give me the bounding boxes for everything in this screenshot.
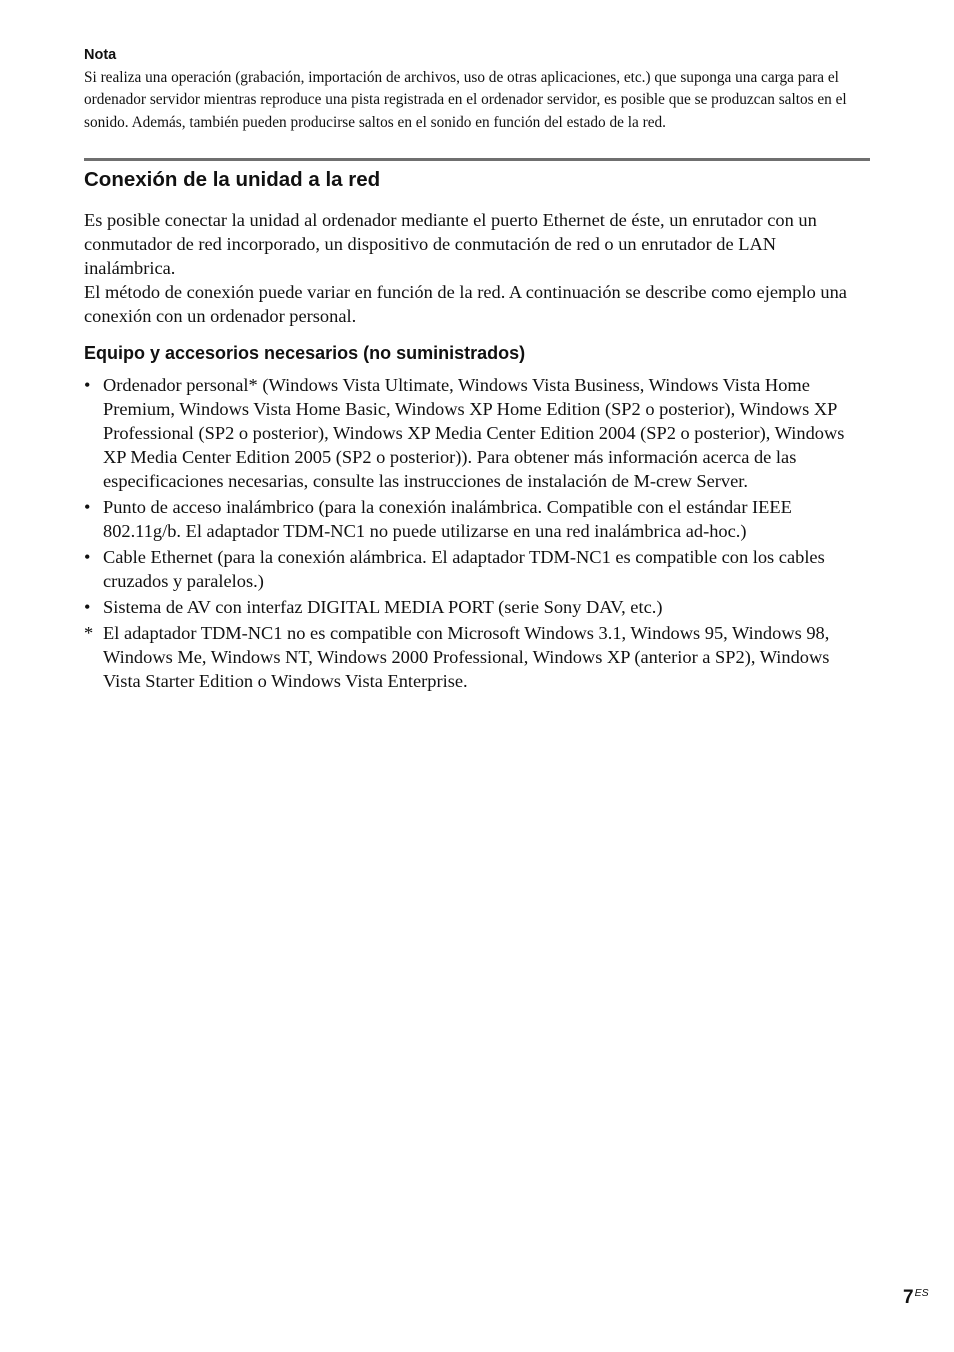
intro-paragraph: El método de conexión puede variar en función de la red. A continuación se describe como ejemplo una conexión con un ordenador personal. [84, 282, 847, 326]
subsection-title: Equipo y accesorios necesarios (no suministrados) [84, 343, 526, 363]
footnote-text: El adaptador TDM-NC1 no es compatible con Microsoft Windows 3.1, Windows 95, Windows 98, Windows Me, Windows NT, Windows 2000 Professional, Windows XP (anterior a SP2), Windows Vista Starter Edition o Windows Vista Enterprise. [103, 623, 830, 691]
bullet-marker: • [84, 597, 91, 617]
page-number-value: 7 [903, 1287, 914, 1308]
note-text: Si realiza una operación (grabación, importación de archivos, uso de otras aplicaciones, etc.) que suponga una carga para el ordenador servidor mientras reproduce una pista registrada en el ordenador servidor, es posible que se produzcan saltos en el sonido. Además, también pueden producirse saltos en el sonido en función del estado de la red. [84, 69, 847, 131]
footnote-item [84, 621, 870, 693]
section-title: Conexión de la unidad a la red [84, 168, 381, 191]
list-item [84, 373, 870, 493]
bullet-marker: • [84, 547, 91, 567]
intro-paragraph: Es posible conectar la unidad al ordenador mediante el puerto Ethernet de éste, un enrutador con un conmutador de red incorporado, un dispositivo de conmutación de red o un enrutador de LAN inalámbrica. [84, 210, 817, 278]
list-item [84, 545, 870, 593]
list-item-text: Ordenador personal* (Windows Vista Ultimate, Windows Vista Business, Windows Vista Home Premium, Windows Vista Home Basic, Windows XP Home Edition (SP2 o posterior), Windows XP Professional (SP2 o posterior), Windows XP Media Center Edition 2004 (SP2 o posterior), Windows XP Media Center Edition 2005 (SP2 o posterior)). Para obtener más información acerca de las especificaciones necesarias, consulte las instrucciones de instalación de M-crew Server. [103, 375, 845, 491]
list-item-text: Sistema de AV con interfaz DIGITAL MEDIA PORT (serie Sony DAV, etc.) [103, 597, 663, 617]
page-number [903, 1281, 929, 1310]
footnote-marker: * [84, 623, 94, 643]
section-intro [84, 208, 870, 328]
list-item-text: Cable Ethernet (para la conexión alámbrica. El adaptador TDM-NC1 es compatible con los cables cruzados y paralelos.) [103, 547, 825, 591]
section-divider [84, 158, 870, 161]
list-item [84, 495, 870, 543]
bullet-marker: • [84, 497, 91, 517]
note-label: Nota [84, 47, 117, 63]
requirements-list [84, 373, 870, 695]
bullet-marker: • [84, 375, 91, 395]
list-item-text: Punto de acceso inalámbrico (para la conexión inalámbrica. Compatible con el estándar IEEE 802.11g/b. El adaptador TDM-NC1 no puede utilizarse en una red inalámbrica ad-hoc.) [103, 497, 792, 541]
list-item [84, 595, 870, 619]
language-suffix: ES [914, 1287, 929, 1299]
